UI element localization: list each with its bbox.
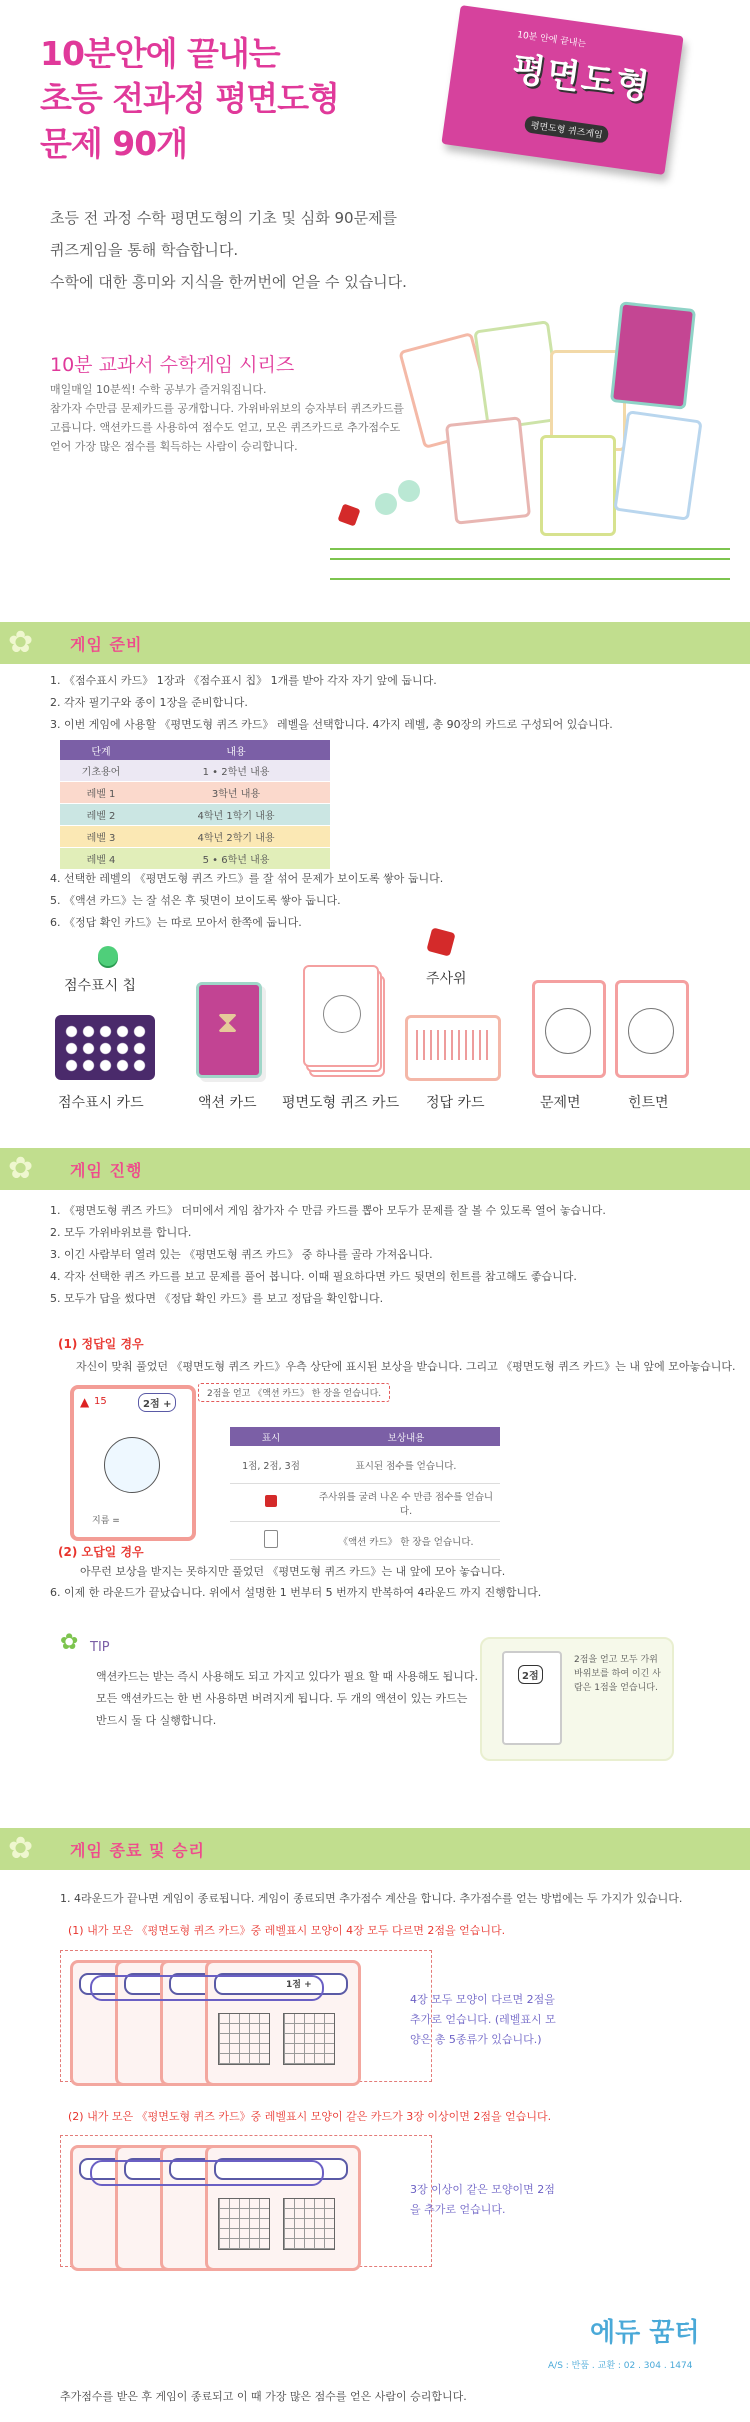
hint-side-label: 힌트면 (628, 1095, 669, 1111)
answer-card-image (405, 1015, 501, 1081)
callout-text: 2점을 얻고 《액션 카드》 한 장을 얻습니다. (207, 1389, 382, 1399)
correct-case-text: 자신이 맞춰 풀었던 《평면도형 퀴즈 카드》우측 상단에 표시된 보상을 받습니다. 그리고 《평면도형 퀴즈 카드》는 내 앞에 모아놓습니다. (76, 1360, 736, 1373)
tip-text (96, 1666, 478, 1732)
wrong-case-heading: (2) 오답일 경우 (58, 1545, 144, 1559)
dice-icon (337, 503, 360, 526)
level-content: 5 • 6학년 내용 (142, 848, 330, 870)
warning-icon: ▲ (80, 1395, 90, 1409)
action-card-image (196, 982, 262, 1078)
dice-icon (265, 1495, 277, 1507)
section-title-progress: 게임 진행 (70, 1161, 143, 1180)
level-name: 기초용어 (60, 760, 142, 782)
score-card-label: 점수표시 카드 (58, 1095, 144, 1111)
reward-table-header: 보상내용 (312, 1427, 500, 1446)
progress-step-4: 4. 각자 선택한 퀴즈 카드를 보고 문제를 풀어 봅니다. 이때 필요하다면 카드 뒷면의 힌트를 참고해도 좋습니다. (50, 1270, 577, 1283)
series-desc-line-2: 참가자 수만큼 문제카드를 공개합니다. 가위바위보의 승자부터 퀴즈카드를 (50, 402, 404, 415)
end-case-1: (1) 내가 모은 《평면도형 퀴즈 카드》중 레벨표시 모양이 4장 모두 다르면 2점을 얻습니다. (68, 1924, 506, 1937)
progress-step-5: 5. 모두가 답을 썼다면 《정답 확인 카드》를 보고 정답을 확인합니다. (50, 1292, 384, 1305)
product-box-lid (441, 5, 683, 175)
end-final: 추가점수를 받은 후 게임이 종료되고 이 때 가장 많은 점수를 얻은 사람이 승리합니다. (60, 2390, 467, 2403)
clover-icon: ✿ (8, 625, 34, 660)
series-title: 10분 교과서 수학게임 시리즈 (50, 354, 295, 376)
product-box-subtitle: 10분 안에 끝내는 (516, 30, 587, 50)
answer-blank: 지름 = (92, 1516, 120, 1526)
hero-description (50, 202, 407, 298)
question-side-image (532, 980, 606, 1078)
dice-icon (426, 927, 455, 956)
prep-step-2: 2. 각자 필기구와 종이 1장을 준비합니다. (50, 696, 248, 709)
level-mark-oval (90, 1975, 324, 2001)
clover-icon: ✿ (8, 1151, 34, 1186)
end-note-1: 4장 모두 모양이 다르면 2점을 추가로 얻습니다. (레벨표시 모양은 총 5종류가 있습니다.) (410, 1993, 556, 2046)
progress-step-3: 3. 이긴 사람부터 열려 있는 《평면도형 퀴즈 카드》 중 하나를 골라 가져옵니다. (50, 1248, 433, 1261)
tip-card (502, 1651, 562, 1745)
reward-mark (230, 1484, 312, 1522)
hero-desc-line-3: 수학에 대한 흥미와 지식을 한꺼번에 얻을 수 있습니다. (50, 273, 407, 291)
hero-desc-line-2: 퀴즈게임을 통해 학습합니다. (50, 241, 239, 259)
reward-desc: 표시된 점수를 얻습니다. (312, 1446, 500, 1484)
product-box-title: 평면도형 (509, 49, 654, 109)
level-table-header: 내용 (142, 740, 330, 760)
fan-card-4 (445, 416, 531, 524)
table-row (230, 1484, 500, 1522)
as-info: A/S : 반품 . 교환 : 02 . 304 . 1474 (548, 2361, 693, 2371)
level-name: 레벨 2 (60, 804, 142, 826)
reward-mark: 1점, 2점, 3점 (230, 1446, 312, 1484)
logo-text: 에듀 꿈터 (590, 2318, 700, 2348)
series-description (50, 380, 410, 456)
correct-case-heading: (1) 정답일 경우 (58, 1337, 144, 1351)
grid-figure (218, 2013, 270, 2065)
hint-side-image (615, 980, 689, 1078)
level-table-header: 단계 (60, 740, 142, 760)
hourglass-icon: ⧗ (217, 1005, 239, 1040)
level-name: 레벨 3 (60, 826, 142, 848)
tip-example-box (480, 1637, 674, 1761)
fan-card-action (610, 301, 696, 409)
hero-title-line-2: 초등 전과정 평면도형 (40, 79, 339, 118)
tip-line-3: 반드시 둘 다 실행합니다. (96, 1714, 217, 1727)
level-content: 4학년 2학기 내용 (142, 826, 330, 848)
reward-callout (198, 1383, 390, 1402)
series-desc-line-4: 얻어 가장 많은 점수를 획득하는 사람이 승리합니다. (50, 440, 298, 453)
hero-title-line-3: 문제 90개 (40, 124, 188, 163)
quiz-card-stack (303, 965, 383, 1075)
chip-label: 점수표시 칩 (64, 978, 137, 994)
card-reward: 1점 + (286, 1980, 312, 1990)
section-title-end: 게임 종료 및 승리 (70, 1841, 205, 1860)
table-row (60, 848, 330, 870)
level-content: 4학년 1학기 내용 (142, 804, 330, 826)
tip-label: TIP (90, 1640, 110, 1655)
chip-icon (398, 480, 420, 502)
tip-card-text: 2점 (518, 1665, 543, 1684)
dice-label: 주사위 (426, 971, 467, 987)
circle-figure (104, 1437, 160, 1493)
product-box-caption: 평면도형 퀴즈게임 (524, 115, 610, 144)
reward-mark (230, 1522, 312, 1560)
tip-note: 2점을 얻고 모두 가위바위보를 하여 이긴 사람은 1점을 얻습니다. (574, 1655, 661, 1693)
fan-card-5 (540, 435, 616, 536)
grid-figure (283, 2198, 335, 2250)
level-name: 레벨 1 (60, 782, 142, 804)
reward-desc: 《액션 카드》 한 장을 얻습니다. (312, 1522, 500, 1560)
level-content: 1 • 2학년 내용 (142, 760, 330, 782)
level-mark-oval (90, 2160, 324, 2186)
level-content: 3학년 내용 (142, 782, 330, 804)
prep-step-3: 3. 이번 게임에 사용할 《평면도형 퀴즈 카드》 레벨을 선택합니다. 4가지 레벨, 총 90장의 카드로 구성되어 있습니다. (50, 718, 613, 731)
prep-step-1: 1. 《점수표시 카드》 1장과 《점수표시 칩》 1개를 받아 각자 자기 앞에 둡니다. (50, 674, 437, 687)
section-title-prep: 게임 준비 (70, 635, 143, 654)
end-note-2: 3장 이상이 같은 모양이면 2점을 추가로 얻습니다. (410, 2183, 555, 2216)
tip-line-2: 모든 액션카드는 한 번 사용하면 버려지게 됩니다. 두 개의 액션이 있는 카드는 (96, 1692, 468, 1705)
table-row (60, 782, 330, 804)
decor-lines (330, 548, 730, 580)
product-box (450, 20, 700, 170)
prep-step-5: 5. 《액션 카드》는 잘 섞은 후 뒷면이 보이도록 쌓아 둡니다. (50, 894, 341, 907)
table-row (230, 1446, 500, 1484)
series-desc-line-1: 매일매일 10분씩! 수학 공부가 즐거워집니다. (50, 383, 267, 396)
table-row (60, 760, 330, 782)
action-card-icon (264, 1530, 278, 1548)
card-fan-illustration (400, 320, 720, 550)
hero-desc-line-1: 초등 전 과정 수학 평면도형의 기초 및 심화 90문제를 (50, 209, 398, 227)
prep-step-6: 6. 《정답 확인 카드》는 따로 모아서 한쪽에 둡니다. (50, 916, 302, 929)
end-case-2: (2) 내가 모은 《평면도형 퀴즈 카드》중 레벨표시 모양이 같은 카드가 3장 이상이면 2점을 얻습니다. (68, 2110, 552, 2123)
progress-step-2: 2. 모두 가위바위보를 합니다. (50, 1226, 192, 1239)
action-card-label: 액션 카드 (198, 1095, 257, 1111)
table-row (230, 1522, 500, 1560)
edu-logo (590, 2312, 700, 2349)
prep-step-4: 4. 선택한 레벨의 《평면도형 퀴즈 카드》를 잘 섞어 문제가 보이도록 쌓아 둡니다. (50, 872, 444, 885)
end-intro: 1. 4라운드가 끝나면 게임이 종료됩니다. 게임이 종료되면 추가점수 계산을 합니다. 추가점수를 얻는 방법에는 두 가지가 있습니다. (60, 1892, 683, 1905)
level-name: 레벨 4 (60, 848, 142, 870)
score-card-image (55, 1015, 155, 1080)
reward-desc: 주사위를 굴려 나온 수 만큼 점수를 얻습니다. (312, 1484, 500, 1522)
question-side-label: 문제면 (540, 1095, 581, 1111)
tip-icon: ✿ (60, 1630, 79, 1655)
reward-table (230, 1427, 500, 1560)
progress-step-6: 6. 이제 한 라운드가 끝났습니다. 위에서 설명한 1 번부터 5 번까지 반복하여 4라운드 까지 진행합니다. (50, 1586, 542, 1599)
section-header-end (0, 1828, 750, 1870)
grid-figure (283, 2013, 335, 2065)
chip-icon (375, 493, 397, 515)
card-number: 15 (94, 1396, 107, 1407)
reward-table-header: 표시 (230, 1427, 312, 1446)
chip-icon (98, 946, 118, 966)
table-row (60, 804, 330, 826)
fan-card-6 (613, 410, 702, 521)
clover-icon: ✿ (8, 1831, 34, 1866)
example-quiz-card (70, 1385, 196, 1541)
grid-figure (218, 2198, 270, 2250)
quiz-card-label: 평면도형 퀴즈 카드 (282, 1095, 400, 1111)
level-table (60, 740, 330, 870)
progress-step-1: 1. 《평면도형 퀴즈 카드》 더미에서 게임 참가자 수 만큼 카드를 뽑아 모두가 문제를 잘 볼 수 있도록 열어 놓습니다. (50, 1204, 606, 1217)
answer-card-label: 정답 카드 (426, 1095, 485, 1111)
section-header-prep (0, 622, 750, 664)
wrong-case-text: 아무런 보상을 받지는 못하지만 풀었던 《평면도형 퀴즈 카드》는 내 앞에 모아 놓습니다. (80, 1565, 506, 1578)
series-desc-line-3: 고릅니다. 액션카드를 사용하여 점수도 얻고, 모은 퀴즈카드로 추가점수도 (50, 421, 401, 434)
table-row (60, 826, 330, 848)
hero-title-line-1: 10분안에 끝내는 (40, 34, 280, 73)
card-reward: 2점 + (138, 1393, 176, 1412)
tip-line-1: 액션카드는 받는 즉시 사용해도 되고 가지고 있다가 필요 할 때 사용해도 됩니다. (96, 1670, 478, 1683)
section-header-progress (0, 1148, 750, 1190)
